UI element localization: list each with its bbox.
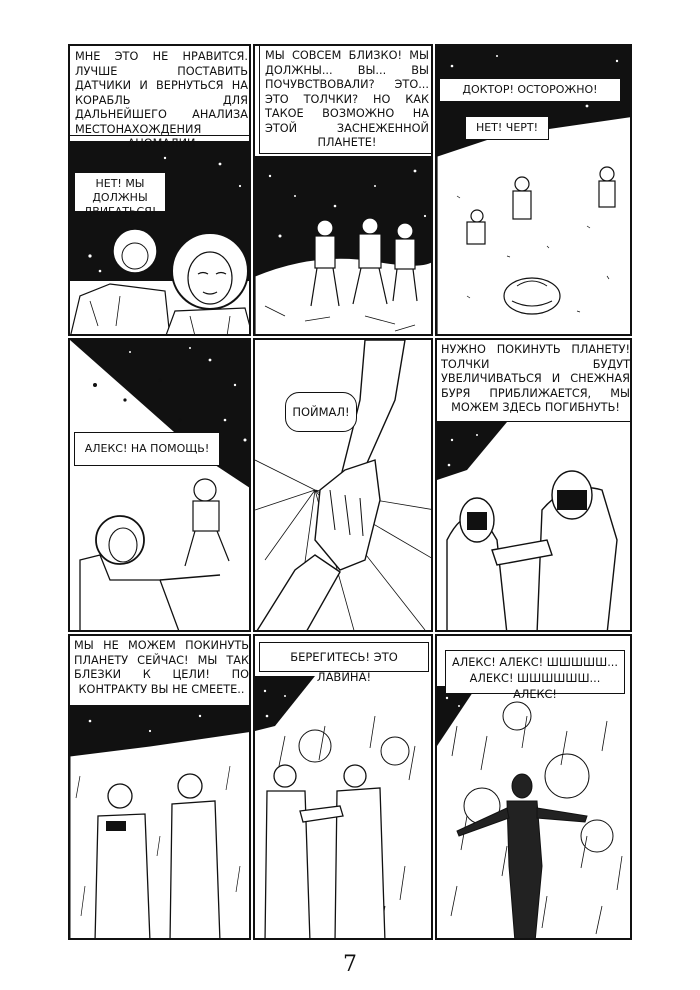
panel-3-speech-bubble-warning: ДОКТОР! ОСТОРОЖНО! [439,78,621,102]
panel-8 [253,634,433,940]
panel-9 [435,634,632,940]
panel-4-art [70,340,251,632]
panel-2 [253,44,433,336]
panel-1 [68,44,251,336]
panel-9-caption: АЛЕКС! АЛЕКС! ШШШШШ... АЛЕКС! ШШШШШШ... АЛЕКС! [445,650,625,694]
panel-8-caption: БЕРЕГИТЕСЬ! ЭТО ЛАВИНА! [259,642,429,672]
panel-6 [435,338,632,632]
panel-2-caption: МЫ СОВСЕМ БЛИЗКО! МЫ ДОЛЖНЫ... ВЫ... ВЫ ПОЧУВСТВОВАЛИ? ЭТО... ЭТО ТОЛЧКИ? НО КАК ТАКОЕ ВОЗМОЖНО НА ЭТОЙ ЗАСНЕЖЕННОЙ ПЛАНЕТЕ! [259,44,433,154]
panel-4 [68,338,251,632]
panel-3-speech-bubble-curse: НЕТ! ЧЕРТ! [465,116,549,140]
panel-5 [253,338,433,632]
panel-1-speech-bubble: НЕТ! МЫ ДОЛЖНЫ ДВИГАТЬСЯ! [74,172,166,212]
panel-4-speech-bubble: АЛЕКС! НА ПОМОЩЬ! [74,432,220,466]
panel-6-caption: НУЖНО ПОКИНУТЬ ПЛАНЕТУ! ТОЛЧКИ БУДУТ УВЕЛИЧИВАТЬСЯ И СНЕЖНАЯ БУРЯ ПРИБЛИЖАЕТСЯ, МЫ МОЖЕМ ЗДЕСЬ ПОГИБНУТЬ! [435,338,632,422]
panel-7 [68,634,251,940]
panel-7-caption: МЫ НЕ МОЖЕМ ПОКИНУТЬ ПЛАНЕТУ СЕЙЧАС! МЫ ТАК БЛЕЗКИ К ЦЕЛИ! ПО КОНТРАКТУ ВЫ НЕ СМЕЕТЕ.. [68,634,251,706]
page-number: 7 [343,952,357,977]
panel-5-art [255,340,433,632]
panel-5-burst-exclamation: ПОЙМАЛ! [285,392,357,432]
panel-1-caption: МНЕ ЭТО НЕ НРАВИТСЯ. ЛУЧШЕ ПОСТАВИТЬ ДАТЧИКИ И ВЕРНУТЬСЯ НА КОРАБЛЬ ДЛЯ ДАЛЬНЕЙШЕГО АНАЛИЗА МЕСТОНАХОЖДЕНИЯ АНОМАЛИИ [68,44,251,136]
panel-3 [435,44,632,336]
